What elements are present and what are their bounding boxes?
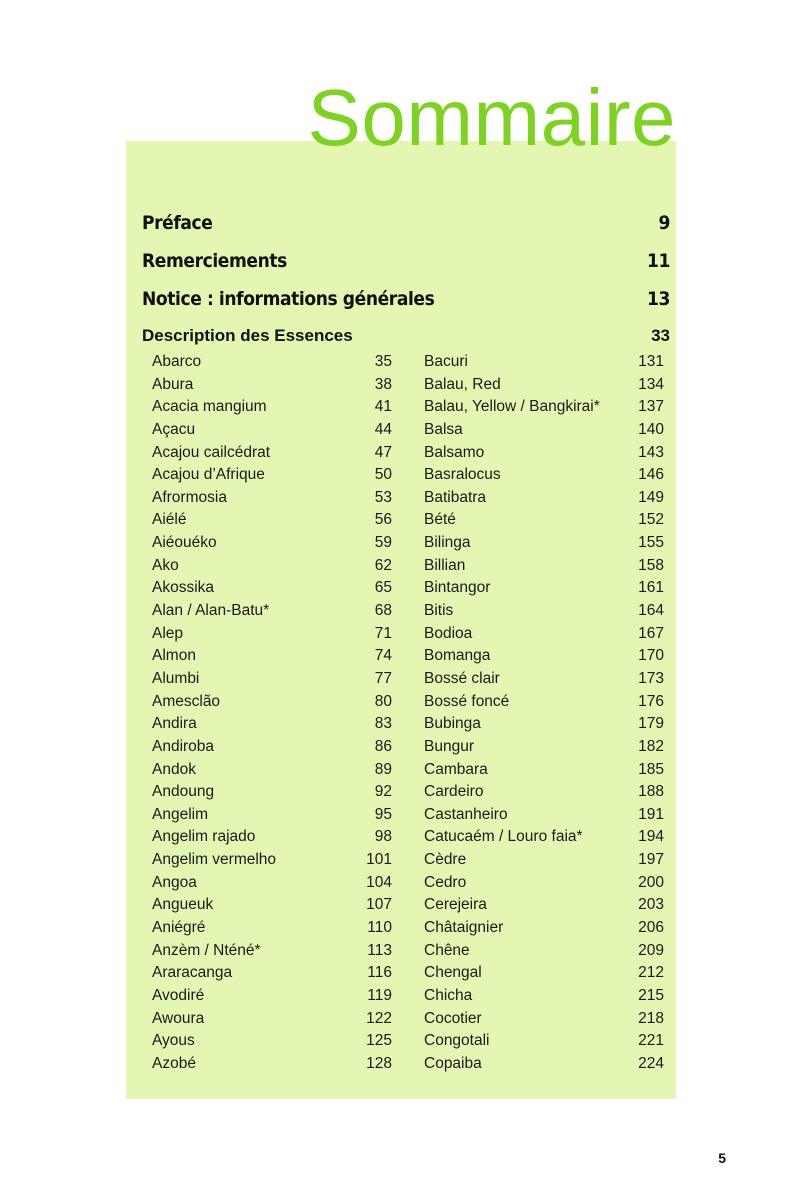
species-name: Bodioa (424, 624, 473, 642)
species-page: 158 (638, 556, 664, 574)
species-name: Alan / Alan-Batu* (152, 602, 270, 620)
species-page: 134 (638, 375, 664, 393)
species-entry[interactable] (424, 1053, 664, 1076)
species-page: 47 (374, 443, 392, 461)
species-page: 68 (374, 602, 392, 620)
section-header-page: 33 (651, 326, 670, 345)
species-entry[interactable] (152, 577, 392, 600)
species-entry[interactable] (424, 668, 664, 691)
species-page: 212 (638, 964, 664, 982)
species-list-left (152, 351, 392, 1076)
species-name: Amesclão (152, 692, 221, 710)
species-name: Angueuk (152, 896, 214, 914)
toc-entry-remerciements[interactable] (142, 242, 670, 280)
species-entry[interactable] (424, 351, 664, 374)
species-name: Araracanga (152, 964, 233, 982)
species-entry[interactable] (152, 555, 392, 578)
species-entry[interactable] (424, 555, 664, 578)
species-page: 170 (638, 647, 664, 665)
species-page: 200 (638, 873, 664, 891)
species-name: Andoung (152, 783, 215, 801)
species-name: Angelim rajado (152, 828, 256, 846)
species-entry[interactable] (152, 1008, 392, 1031)
species-entry[interactable] (152, 713, 392, 736)
species-entry[interactable] (424, 962, 664, 985)
species-name: Cerejeira (424, 896, 487, 914)
species-entry[interactable] (424, 826, 664, 849)
species-page: 149 (638, 488, 664, 506)
species-entry[interactable] (424, 781, 664, 804)
species-page: 164 (638, 602, 664, 620)
species-page: 89 (374, 760, 392, 778)
species-entry[interactable] (152, 464, 392, 487)
species-page: 116 (367, 964, 392, 982)
species-name: Copaiba (424, 1054, 482, 1072)
species-entry[interactable] (152, 962, 392, 985)
species-entry[interactable] (152, 985, 392, 1008)
species-entry[interactable] (424, 396, 664, 419)
species-name: Anzèm / Nténé* (152, 941, 261, 959)
species-name: Cambara (424, 760, 488, 778)
species-entry[interactable] (152, 645, 392, 668)
species-entry[interactable] (152, 804, 392, 827)
species-entry[interactable] (424, 691, 664, 714)
species-entry[interactable] (424, 532, 664, 555)
species-entry[interactable] (152, 668, 392, 691)
page-title: Sommaire (307, 73, 676, 162)
species-name: Açacu (152, 420, 196, 438)
species-page: 104 (366, 873, 392, 891)
species-name: Bacuri (424, 353, 468, 370)
species-entry[interactable] (424, 894, 664, 917)
species-entry[interactable] (152, 940, 392, 963)
species-page: 191 (638, 805, 664, 823)
toc-entry-label: Préface (142, 212, 213, 234)
species-entry[interactable] (424, 1030, 664, 1053)
species-entry[interactable] (152, 419, 392, 442)
species-name: Cardeiro (424, 783, 484, 801)
main-entries (142, 204, 670, 318)
species-page: 215 (638, 986, 664, 1004)
species-page: 209 (638, 941, 664, 959)
species-entry[interactable] (424, 1008, 664, 1031)
species-page: 182 (638, 737, 664, 755)
species-name: Chengal (424, 964, 482, 982)
species-entry[interactable] (424, 940, 664, 963)
species-entry[interactable] (424, 713, 664, 736)
species-name: Angelim (152, 805, 208, 823)
species-name: Bungur (424, 737, 474, 755)
species-name: Bilinga (424, 534, 471, 552)
species-entry[interactable] (424, 464, 664, 487)
species-name: Balsa (424, 420, 463, 438)
species-entry[interactable] (152, 759, 392, 782)
species-page: 56 (374, 511, 392, 529)
species-entry[interactable] (152, 917, 392, 940)
species-entry[interactable] (424, 985, 664, 1008)
species-name: Abarco (152, 353, 202, 370)
species-page: 107 (366, 896, 392, 914)
species-name: Châtaignier (424, 919, 504, 937)
species-page: 194 (638, 828, 664, 846)
species-page: 188 (638, 783, 664, 801)
toc-entry-label: Remerciements (142, 250, 287, 272)
species-page: 155 (638, 534, 664, 552)
species-entry[interactable] (152, 374, 392, 397)
species-name: Avodiré (152, 986, 205, 1004)
species-entry[interactable] (424, 577, 664, 600)
species-name: Billian (424, 556, 466, 574)
species-entry[interactable] (152, 1053, 392, 1076)
species-page: 44 (374, 420, 392, 438)
species-entry[interactable] (152, 894, 392, 917)
species-page: 176 (638, 692, 664, 710)
species-page: 140 (638, 420, 664, 438)
species-entry[interactable] (152, 623, 392, 646)
species-name: Aiélé (152, 511, 187, 529)
toc-entry-preface[interactable] (142, 204, 670, 242)
species-entry[interactable] (152, 532, 392, 555)
toc-entry-label: Notice : informations générales (142, 288, 435, 310)
species-page: 65 (374, 579, 392, 597)
species-page: 113 (367, 941, 392, 959)
species-name: Acajou cailcédrat (152, 443, 271, 461)
species-page: 74 (374, 647, 392, 665)
species-entry[interactable] (152, 736, 392, 759)
species-entry[interactable] (424, 442, 664, 465)
section-header-label: Description des Essences (142, 326, 353, 345)
species-page: 224 (638, 1054, 664, 1072)
species-name: Awoura (152, 1009, 205, 1027)
species-name: Ayous (152, 1032, 195, 1050)
species-entry[interactable] (152, 351, 392, 374)
species-name: Bossé foncé (424, 692, 510, 710)
species-name: Catucaém / Louro faia* (424, 828, 583, 846)
species-entry[interactable] (152, 872, 392, 895)
species-page: 38 (374, 375, 392, 393)
species-entry[interactable] (424, 736, 664, 759)
species-entry[interactable] (424, 623, 664, 646)
species-name: Bubinga (424, 715, 481, 733)
species-entry[interactable] (152, 487, 392, 510)
species-entry[interactable] (424, 645, 664, 668)
species-name: Cèdre (424, 851, 467, 869)
species-page: 203 (638, 896, 664, 914)
species-entry[interactable] (152, 1030, 392, 1053)
species-entry[interactable] (424, 759, 664, 782)
species-name: Bomanga (424, 647, 491, 665)
toc-entry-page: 11 (647, 250, 670, 272)
species-entry[interactable] (152, 442, 392, 465)
species-page: 98 (374, 828, 392, 846)
species-name: Acacia mangium (152, 398, 267, 416)
species-name: Afrormosia (152, 488, 227, 506)
species-name: Andira (152, 715, 197, 733)
species-page: 110 (367, 919, 392, 937)
species-name: Alep (152, 624, 184, 642)
species-name: Batibatra (424, 488, 487, 506)
species-page: 167 (638, 624, 664, 642)
species-page: 206 (638, 919, 664, 937)
species-entry[interactable] (152, 826, 392, 849)
species-page: 146 (638, 466, 664, 484)
species-page: 152 (638, 511, 664, 529)
species-name: Balau, Yellow / Bangkirai* (424, 398, 600, 416)
species-page: 71 (374, 624, 392, 642)
section-header-essences[interactable] (142, 322, 670, 350)
species-page: 143 (638, 443, 664, 461)
species-name: Bitis (424, 602, 454, 620)
species-entry[interactable] (152, 781, 392, 804)
species-page: 41 (374, 398, 392, 416)
species-page: 119 (367, 986, 392, 1004)
species-entry[interactable] (424, 509, 664, 532)
species-name: Bintangor (424, 579, 491, 597)
species-name: Balau, Red (424, 375, 501, 393)
species-name: Basralocus (424, 466, 501, 484)
species-name: Angelim vermelho (152, 851, 277, 869)
species-name: Cedro (424, 873, 467, 891)
species-entry[interactable] (152, 849, 392, 872)
species-entry[interactable] (424, 487, 664, 510)
toc-entry-notice[interactable] (142, 280, 670, 318)
species-name: Alumbi (152, 669, 200, 687)
species-page: 95 (374, 805, 392, 823)
species-page: 161 (638, 579, 664, 597)
species-name: Chicha (424, 986, 473, 1004)
species-name: Chêne (424, 941, 470, 959)
species-list-right (424, 351, 664, 1076)
species-page: 77 (374, 669, 392, 687)
species-page: 128 (366, 1054, 392, 1072)
species-page: 179 (638, 715, 664, 733)
species-page: 137 (638, 398, 664, 416)
species-page: 92 (374, 783, 392, 801)
species-page: 173 (638, 669, 664, 687)
species-page: 131 (638, 353, 664, 370)
species-name: Castanheiro (424, 805, 508, 823)
species-entry[interactable] (152, 691, 392, 714)
species-entry[interactable] (424, 849, 664, 872)
species-page: 59 (374, 534, 392, 552)
species-page: 101 (366, 851, 392, 869)
species-page: 197 (638, 851, 664, 869)
species-entry[interactable] (424, 804, 664, 827)
species-entry[interactable] (424, 374, 664, 397)
species-entry[interactable] (152, 396, 392, 419)
species-name: Aniégré (152, 919, 206, 937)
species-page: 53 (374, 488, 392, 506)
species-name: Bété (424, 511, 456, 529)
species-page: 218 (638, 1009, 664, 1027)
species-page: 185 (638, 760, 664, 778)
species-name: Congotali (424, 1032, 490, 1050)
species-name: Bossé clair (424, 669, 500, 687)
species-name: Balsamo (424, 443, 485, 461)
species-name: Almon (152, 647, 196, 665)
species-page: 50 (374, 466, 392, 484)
toc-entry-page: 13 (647, 288, 670, 310)
species-page: 122 (366, 1009, 392, 1027)
species-name: Aiéouéko (152, 534, 217, 552)
page-number: 5 (718, 1150, 726, 1166)
species-name: Acajou d’Afrique (152, 466, 265, 484)
species-name: Cocotier (424, 1009, 482, 1027)
species-entry[interactable] (152, 509, 392, 532)
species-entry[interactable] (424, 419, 664, 442)
species-entry[interactable] (424, 917, 664, 940)
species-page: 80 (374, 692, 392, 710)
species-page: 83 (374, 715, 392, 733)
species-page: 221 (638, 1032, 664, 1050)
species-entry[interactable] (424, 600, 664, 623)
species-page: 125 (366, 1032, 392, 1050)
species-page: 62 (374, 556, 392, 574)
species-name: Andok (152, 760, 196, 778)
species-name: Abura (152, 375, 194, 393)
species-entry[interactable] (152, 600, 392, 623)
species-entry[interactable] (424, 872, 664, 895)
species-name: Angoa (152, 873, 197, 891)
species-page: 86 (374, 737, 392, 755)
species-page: 35 (374, 353, 392, 370)
toc-entry-page: 9 (658, 212, 670, 234)
species-name: Azobé (152, 1054, 196, 1072)
species-name: Andiroba (152, 737, 215, 755)
species-name: Ako (152, 556, 179, 574)
species-name: Akossika (152, 579, 215, 597)
